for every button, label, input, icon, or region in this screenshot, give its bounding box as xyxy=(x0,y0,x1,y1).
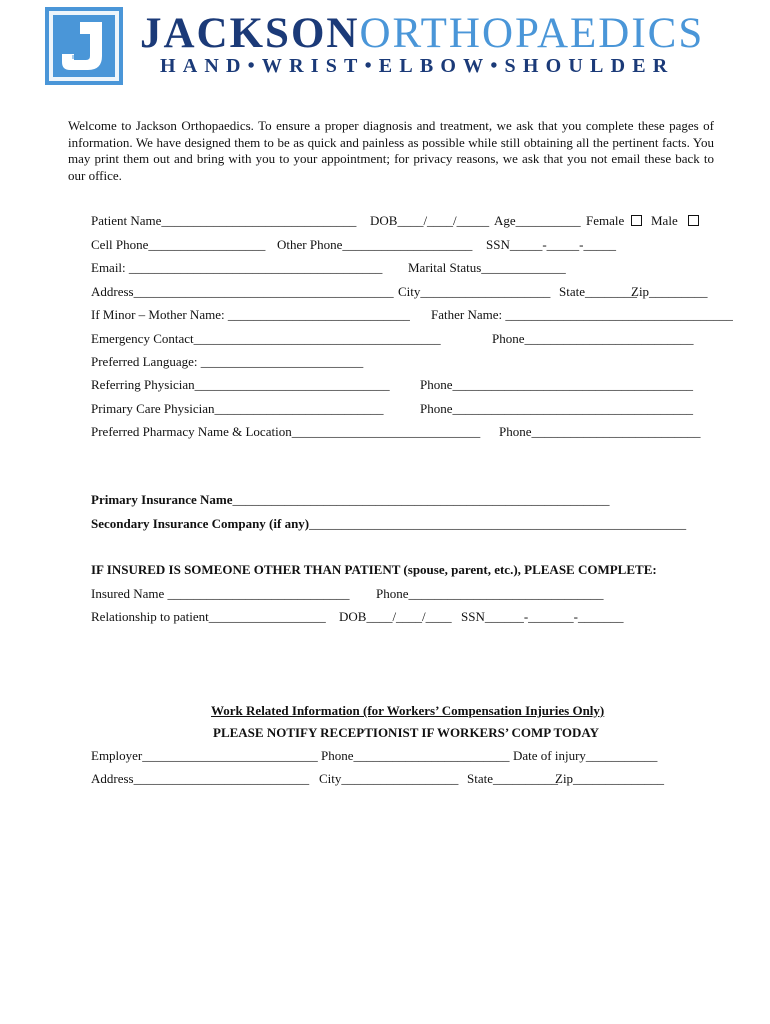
female-checkbox[interactable] xyxy=(631,215,642,226)
emergency-contact-field[interactable]: Emergency Contact______________________________________ xyxy=(91,331,441,346)
intro-paragraph: Welcome to Jackson Orthopaedics. To ensure a proper diagnosis and treatment, we ask that you complete these pages of information. We have designed them to be as quick and painless as possible while still obtaining all the pertinent facts. You may print them out and bring with you to your appointment; for privacy reasons, we ask that you not email these back to our office. xyxy=(68,118,714,183)
logo xyxy=(44,6,124,86)
insured-ssn-field[interactable]: SSN______-_______-_______ xyxy=(461,609,624,624)
male-label: Male xyxy=(651,213,678,228)
employer-address-field[interactable]: Address___________________________ xyxy=(91,771,310,786)
insured-heading: IF INSURED IS SOMEONE OTHER THAN PATIENT (spouse, parent, etc.), PLEASE COMPLETE: xyxy=(91,562,657,577)
primary-care-phone-field[interactable]: Phone_____________________________________ xyxy=(420,401,693,416)
male-checkbox[interactable] xyxy=(688,215,699,226)
preferred-language-field[interactable]: Preferred Language: _________________________ xyxy=(91,354,364,369)
brand-tagline: HAND•WRIST•ELBOW•SHOULDER xyxy=(160,55,675,77)
pharmacy-phone-field[interactable]: Phone__________________________ xyxy=(499,424,701,439)
patient-name-field[interactable]: Patient Name______________________________ xyxy=(91,213,357,228)
insured-phone-field[interactable]: Phone______________________________ xyxy=(376,586,604,601)
date-of-injury-field[interactable]: Date of injury___________ xyxy=(513,748,658,763)
employer-field[interactable]: Employer___________________________ xyxy=(91,748,318,763)
employer-zip-field[interactable]: Zip______________ xyxy=(555,771,665,786)
employer-city-field[interactable]: City__________________ xyxy=(319,771,459,786)
primary-care-field[interactable]: Primary Care Physician__________________________ xyxy=(91,401,384,416)
other-phone-field[interactable]: Other Phone____________________ xyxy=(277,237,473,252)
address-field[interactable]: Address________________________________________ xyxy=(91,284,394,299)
zip-field[interactable]: Zip_________ xyxy=(631,284,708,299)
email-field[interactable]: Email: _______________________________________ xyxy=(91,260,383,275)
dob-field[interactable]: DOB____/____/_____ xyxy=(370,213,490,228)
employer-state-field[interactable]: State__________ xyxy=(467,771,558,786)
city-field[interactable]: City____________________ xyxy=(398,284,551,299)
referring-physician-field[interactable]: Referring Physician______________________________ xyxy=(91,377,390,392)
marital-status-field[interactable]: Marital Status_____________ xyxy=(408,260,566,275)
insured-dob-field[interactable]: DOB____/____/____ xyxy=(339,609,452,624)
work-heading: Work Related Information (for Workers’ Compensation Injuries Only) xyxy=(211,703,605,718)
pharmacy-field[interactable]: Preferred Pharmacy Name & Location_____________________________ xyxy=(91,424,481,439)
secondary-insurance-label: Secondary Insurance Company (if any) xyxy=(91,516,310,531)
primary-insurance-field[interactable]: __________________________________________________________ xyxy=(232,492,610,507)
relationship-field[interactable]: Relationship to patient__________________ xyxy=(91,609,326,624)
female-label: Female xyxy=(586,213,625,228)
secondary-insurance-field[interactable]: __________________________________________________________ xyxy=(309,516,687,531)
workers-comp-notice: PLEASE NOTIFY RECEPTIONIST IF WORKERS’ COMP TODAY xyxy=(213,725,599,740)
cell-phone-field[interactable]: Cell Phone__________________ xyxy=(91,237,266,252)
age-field[interactable]: Age__________ xyxy=(494,213,581,228)
employer-phone-field[interactable]: Phone________________________ xyxy=(321,748,510,763)
referring-phone-field[interactable]: Phone_____________________________________ xyxy=(420,377,693,392)
brand-jackson: JACKSON xyxy=(140,10,360,57)
brand-orthopaedics: ORTHOPAEDICS xyxy=(359,10,705,57)
state-field[interactable]: State________ xyxy=(559,284,637,299)
ssn-field[interactable]: SSN_____-_____-_____ xyxy=(486,237,617,252)
mother-name-field[interactable]: If Minor – Mother Name: ____________________________ xyxy=(91,307,410,322)
primary-insurance-label: Primary Insurance Name xyxy=(91,492,233,507)
father-name-field[interactable]: Father Name: ___________________________________ xyxy=(431,307,733,322)
insured-name-field[interactable]: Insured Name ____________________________ xyxy=(91,586,350,601)
emergency-phone-field[interactable]: Phone__________________________ xyxy=(492,331,694,346)
